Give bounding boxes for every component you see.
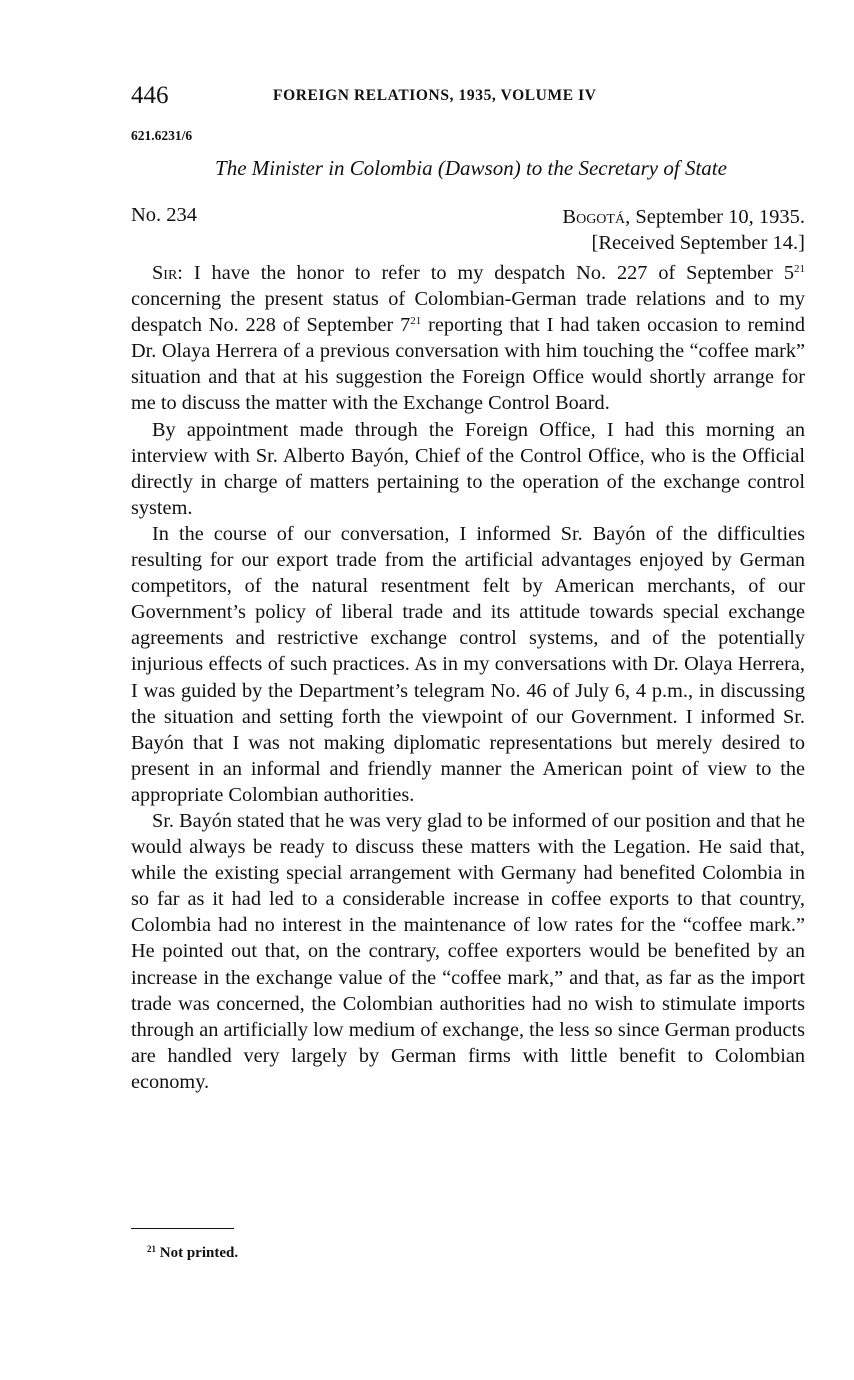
dateline-place: Bogotá, [562, 206, 631, 228]
footnote [147, 1245, 238, 1262]
page-number: 446 [131, 82, 169, 109]
despatch-number: No. 234 [131, 204, 198, 226]
file-number: 621.6231/6 [131, 128, 193, 143]
dateline-line [562, 204, 805, 230]
page-header [131, 82, 811, 112]
paragraph-1 [131, 260, 805, 417]
footnote-text: Not printed. [159, 1245, 239, 1261]
paragraph-1-text-b: concerning the present status of Colombian-German trade relations and to my despatch No. 228 of September 7 [131, 288, 805, 337]
salutation: Sir [152, 262, 178, 284]
running-head: FOREIGN RELATIONS, 1935, VOLUME IV [273, 87, 597, 104]
footnote-ref: 21 [794, 263, 805, 275]
dateline-date: September 10, 1935. [635, 206, 805, 228]
paragraph-1-text-a: : I have the honor to refer to my despatch No. 227 of September 5 [177, 262, 794, 284]
letter-body [131, 260, 805, 1095]
paragraph-2: By appointment made through the Foreign Office, I had this morning an interview with Sr. Alberto Bayón, Chief of the Control Office, who is the Official directly in charge of matters pertaining to the operation of the exchange control system. [131, 418, 805, 519]
paragraph-4: Sr. Bayón stated that he was very glad to be informed of our position and that he would always be ready to discuss these matters with the Legation. He said that, while the existing special arrangement with Germany had benefited Colombia in so far as it had led to a considerable increase in coffee exports to that country, Colombia had no interest in the maintenance of low rates for the “coffee mark.” He pointed out that, on the contrary, coffee exporters would be benefited by an increase in the exchange value of the “coffee mark,” and that, as far as the import trade was concerned, the Colombian authorities had no wish to stimulate imports through an artificially low medium of exchange, the less so since German products are handled very largely by German firms with little benefit to Colombian economy. [131, 809, 805, 1093]
footnote-ref: 21 [410, 315, 422, 328]
footnote-divider [131, 1228, 234, 1229]
received-date: [Received September 14.] [591, 232, 805, 254]
paragraph-1-text-c: reporting that I had taken occasion to remind Dr. Olaya Herrera of a previous conversation with him touching the “coffee mark” situation and that at his suggestion the Foreign Office would shortly arrange for me to discuss the matter with the Exchange Control Board. [131, 314, 806, 415]
dateline [562, 204, 805, 256]
document-title: The Minister in Colombia (Dawson) to the Secretary of State [215, 156, 727, 180]
paragraph-3: In the course of our conversation, I informed Sr. Bayón of the difficulties resulting for our export trade from the artificial advantages enjoyed by German competitors, of the natural resentment felt by American merchants, of our Government’s policy of liberal trade and its attitude towards special exchange agreements and restrictive exchange control systems, and of the potentially injurious effects of such practices. As in my conversations with Dr. Olaya Herrera, I was guided by the Department’s telegram No. 46 of July 6, 4 p.m., in discussing the situation and setting forth the viewpoint of our Government. I informed Sr. Bayón that I was not making diplomatic representations but merely desired to present in an informal and friendly manner the American point of view to the appropriate Colombian authorities. [131, 522, 805, 806]
footnote-marker: 21 [147, 1244, 156, 1254]
